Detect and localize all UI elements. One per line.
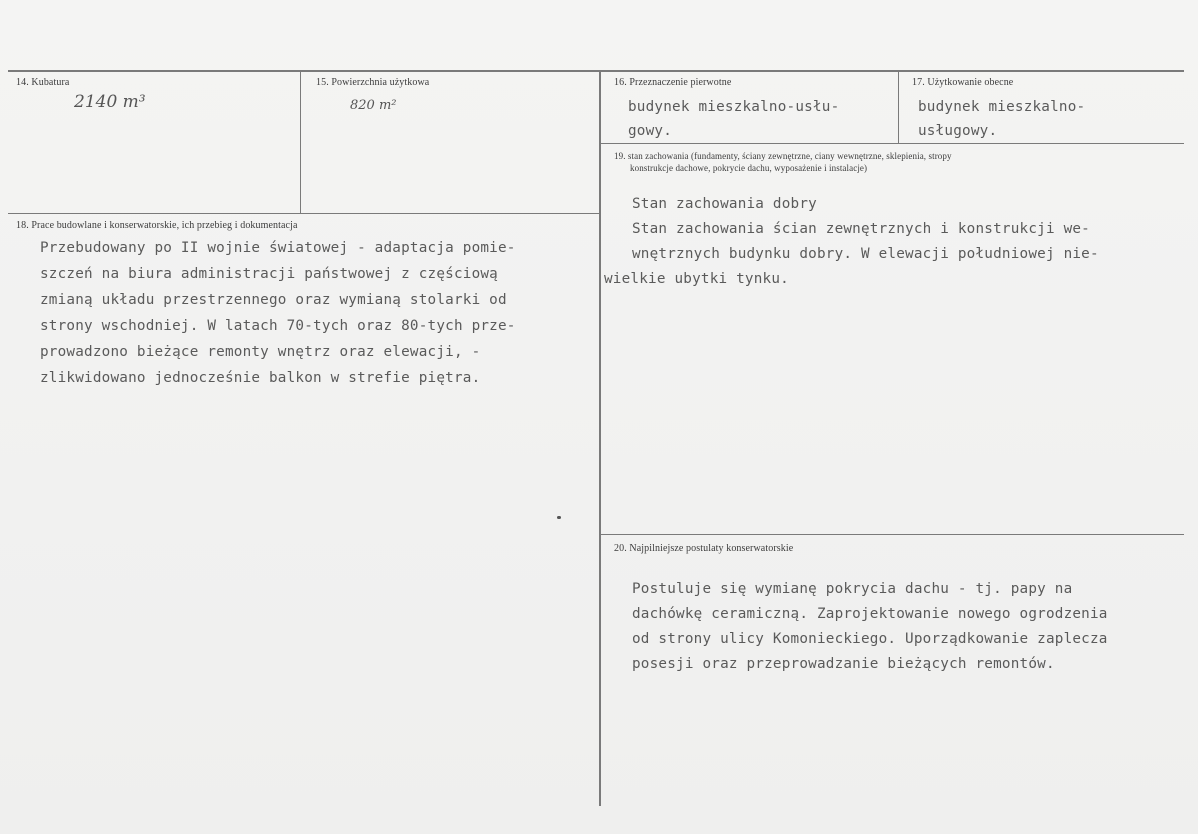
postulaty-line-1: Postuluje się wymianę pokrycia dachu - tj. papy na	[632, 581, 1073, 597]
prace-line-4: strony wschodniej. W latach 70-tych oraz 80-tych prze-	[40, 318, 516, 334]
prace-line-1: Przebudowany po II wojnie światowej - adaptacja pomie-	[40, 240, 516, 256]
przeznaczenie-line-1: budynek mieszkalno-usłu-	[628, 99, 840, 115]
field-16-label: 16. Przeznaczenie pierwotne	[614, 77, 732, 88]
prace-line-5: prowadzono bieżące remonty wnętrz oraz elewacji, -	[40, 344, 481, 360]
field-19-label-line1: 19. stan zachowania (fundamenty, ściany zewnętrzne, ciany wewnętrzne, sklepienia, stropy	[614, 151, 952, 161]
prace-line-3: zmianą układu przestrzennego oraz wymianą stolarki od	[40, 292, 507, 308]
powierzchnia-value: 820 m²	[350, 98, 397, 113]
field-14-label: 14. Kubatura	[16, 77, 70, 88]
uzytkowanie-line-1: budynek mieszkalno-	[918, 99, 1086, 115]
divider-14-15	[300, 71, 301, 214]
prace-line-6: zlikwidowano jednocześnie balkon w strefie piętra.	[40, 370, 481, 386]
field-19-label-line2: konstrukcje dachowe, pokrycie dachu, wyposażenie i instalacje)	[630, 163, 868, 173]
top-border-line	[8, 70, 1184, 72]
prace-line-2: szczeń na biura administracji państwowej z częściową	[40, 266, 498, 282]
przeznaczenie-line-2: gowy.	[628, 123, 673, 139]
uzytkowanie-line-2: usługowy.	[918, 123, 998, 139]
line-under-19	[600, 534, 1184, 535]
field-15-label: 15. Powierzchnia użytkowa	[316, 77, 430, 88]
stan-line-4: wielkie ubytki tynku.	[604, 271, 789, 287]
field-17-label: 17. Użytkowanie obecne	[912, 77, 1014, 88]
divider-16-17	[898, 71, 899, 144]
stan-line-2: Stan zachowania ścian zewnętrznych i konstrukcji we-	[632, 221, 1090, 237]
kubatura-value: 2140 m³	[74, 92, 146, 112]
postulaty-line-2: dachówkę ceramiczną. Zaprojektowanie nowego ogrodzenia	[632, 606, 1108, 622]
field-18-label: 18. Prace budowlane i konserwatorskie, ich przebieg i dokumentacja	[16, 220, 298, 231]
line-under-16-17	[600, 143, 1184, 144]
postulaty-line-3: od strony ulicy Komonieckiego. Uporządkowanie zaplecza	[632, 631, 1108, 647]
divider-left-right	[599, 71, 601, 806]
field-20-label: 20. Najpilniejsze postulaty konserwatorskie	[614, 543, 794, 554]
stan-line-3: wnętrznych budynku dobry. W elewacji południowej nie-	[632, 246, 1099, 262]
line-under-14-15	[8, 213, 600, 214]
stan-line-1: Stan zachowania dobry	[632, 196, 817, 212]
postulaty-line-4: posesji oraz przeprowadzanie bieżących remontów.	[632, 656, 1055, 672]
ink-dot	[557, 516, 561, 519]
